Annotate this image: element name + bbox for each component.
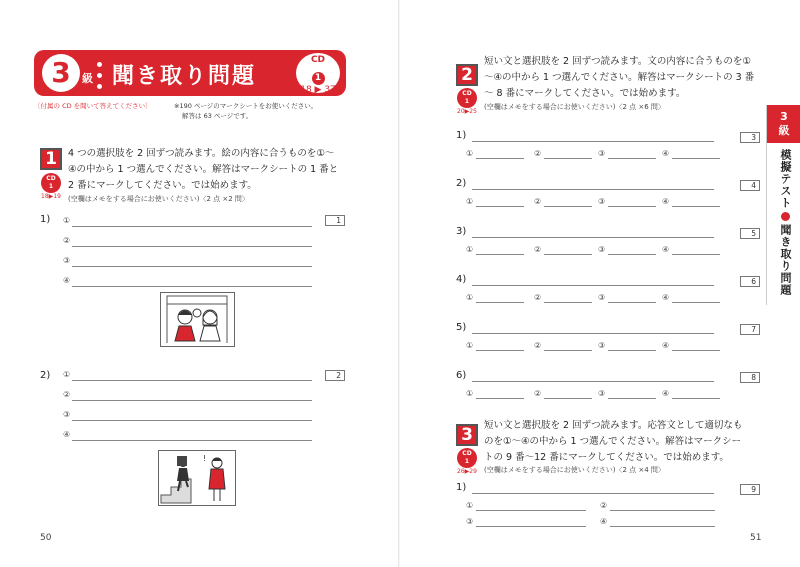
side-tab[interactable] — [766, 105, 800, 305]
answer-line[interactable] — [472, 237, 714, 238]
section-1-instructions: 4 つの選択肢を 2 回ずつ読みます。絵の内容に合うものを①～ ④の中から 1 つ選んでください。解答はマークシートの 1 番と 2 番にマークしてください。では始めます。 — [68, 148, 339, 191]
page-number: 51 — [750, 533, 762, 543]
answer-line[interactable] — [476, 526, 586, 527]
answer-line[interactable] — [476, 510, 586, 511]
answer-line[interactable] — [72, 380, 312, 381]
question-label: 4) — [456, 274, 467, 285]
answer-line[interactable] — [672, 302, 720, 303]
page-title: 聞き取り問題 — [112, 64, 257, 89]
answer-box[interactable]: 1 — [325, 215, 345, 226]
answer-line[interactable] — [472, 493, 714, 494]
page-number: 50 — [40, 533, 52, 543]
grade-suffix: 級 — [82, 72, 93, 85]
answer-line[interactable] — [476, 254, 524, 255]
section-number-1: 1 — [40, 148, 62, 170]
answer-line[interactable] — [610, 510, 715, 511]
answer-line[interactable] — [672, 206, 720, 207]
option-marker: ② — [534, 197, 542, 206]
option-marker: ① — [63, 216, 71, 225]
cd-icon: CD 1 18▶19 — [41, 175, 61, 200]
option-marker: ③ — [598, 197, 606, 206]
section-2-instructions: 短い文と選択肢を 2 回ずつ読みます。文の内容に合うものを① ～④の中から 1 つ選んでください。解答はマークシートの 3 番 ～ 8 番にマークしてください。では始めます。 — [484, 56, 755, 99]
answer-line[interactable] — [544, 158, 592, 159]
section-banner — [34, 50, 346, 96]
answers-page-line: 解答は 63 ページです。 — [182, 112, 253, 120]
option-marker: ④ — [662, 341, 670, 350]
answer-line[interactable] — [610, 526, 715, 527]
option-marker: ② — [600, 501, 608, 510]
answer-line[interactable] — [72, 226, 312, 227]
illustration-stairs-icon — [158, 450, 236, 506]
grade-badge: 3 — [42, 54, 80, 92]
section-3-instructions: 短い文と選択肢を 2 回ずつ読みます。応答文として適切なも のを①～④の中から 1 つ選んでください。解答はマークシー トの 9 番～12 番にマークしてください。では始めます。 — [484, 420, 743, 463]
cd-tracks: 18▶19 — [41, 193, 61, 200]
answer-line[interactable] — [72, 440, 312, 441]
question-label: 1) — [456, 130, 467, 141]
question-label: 2) — [456, 178, 467, 189]
answer-line[interactable] — [476, 158, 524, 159]
section-1-note: (空欄はメモをする場合にお使いください)〈2 点 ×2 問〉 — [68, 195, 249, 203]
answer-box[interactable]: 4 — [740, 180, 760, 191]
mark-sheet-note — [174, 101, 344, 121]
cd-label: CD — [310, 55, 326, 65]
answer-line[interactable] — [672, 398, 720, 399]
answer-line[interactable] — [608, 398, 656, 399]
answer-box[interactable]: 2 — [325, 370, 345, 381]
option-marker: ① — [466, 341, 474, 350]
option-marker: ③ — [598, 245, 606, 254]
section-number-3: 3 — [456, 424, 478, 446]
option-marker: ① — [466, 149, 474, 158]
answer-line[interactable] — [672, 254, 720, 255]
answer-line[interactable] — [544, 350, 592, 351]
answer-line[interactable] — [72, 286, 312, 287]
option-marker: ① — [466, 197, 474, 206]
answer-line[interactable] — [476, 350, 524, 351]
cd-instruction: 〔付属の CD を聞いて答えてください〕 — [34, 102, 152, 110]
answer-line[interactable] — [544, 254, 592, 255]
question-label: 2) — [40, 370, 51, 381]
option-marker: ② — [63, 390, 71, 399]
answer-line[interactable] — [476, 398, 524, 399]
bullet-dot-icon — [781, 212, 790, 221]
cd-icon: CD 1 20▶25 — [457, 90, 477, 115]
cd-icon — [296, 53, 340, 93]
option-marker: ① — [466, 501, 474, 510]
option-marker: ② — [534, 149, 542, 158]
option-marker: ④ — [63, 430, 71, 439]
option-marker: ② — [534, 245, 542, 254]
option-marker: ① — [466, 389, 474, 398]
option-marker: ④ — [662, 197, 670, 206]
answer-box[interactable]: 6 — [740, 276, 760, 287]
answer-line[interactable] — [544, 206, 592, 207]
option-marker: ② — [534, 389, 542, 398]
option-marker: ① — [466, 293, 474, 302]
cd-tracks: 20▶25 — [457, 108, 477, 115]
answer-line[interactable] — [472, 333, 714, 334]
option-marker: ③ — [63, 256, 71, 265]
cd-tracks: 26▶29 — [457, 468, 477, 475]
answer-line[interactable] — [472, 381, 714, 382]
answer-box[interactable]: 5 — [740, 228, 760, 239]
answer-box[interactable]: 7 — [740, 324, 760, 335]
answer-line[interactable] — [72, 246, 312, 247]
option-marker: ③ — [598, 389, 606, 398]
option-marker: ① — [63, 370, 71, 379]
question-label: 3) — [456, 226, 467, 237]
answer-line[interactable] — [476, 206, 524, 207]
option-marker: ④ — [662, 293, 670, 302]
answer-line[interactable] — [72, 400, 312, 401]
answer-line[interactable] — [544, 302, 592, 303]
illustration-people-icon — [160, 292, 235, 347]
answer-line[interactable] — [608, 206, 656, 207]
answer-line[interactable] — [472, 141, 714, 142]
option-marker: ③ — [466, 517, 474, 526]
answer-line[interactable] — [472, 189, 714, 190]
question-label: 1) — [40, 214, 51, 225]
option-marker: ④ — [662, 149, 670, 158]
section-number-2: 2 — [456, 64, 478, 86]
section-2-note: (空欄はメモをする場合にお使いください)〈2 点 ×6 問〉 — [484, 103, 665, 111]
right-page — [400, 0, 800, 567]
side-tab-label: 模擬テスト聞き取り問題 — [779, 149, 792, 296]
answer-line[interactable] — [72, 266, 312, 267]
section-3-note: (空欄はメモをする場合にお使いください)〈2 点 ×4 問〉 — [484, 466, 665, 474]
cd-disc: 1 — [312, 72, 325, 85]
answer-line[interactable] — [472, 285, 714, 286]
question-label: 1) — [456, 482, 467, 493]
cd-icon: CD 1 26▶29 — [457, 450, 477, 475]
option-marker: ④ — [662, 245, 670, 254]
answer-line[interactable] — [608, 254, 656, 255]
option-marker: ② — [534, 293, 542, 302]
banner-dots — [97, 62, 102, 95]
option-marker: ④ — [662, 389, 670, 398]
mark-sheet-line: ※190 ページのマークシートをお使いください。 — [174, 102, 318, 110]
option-marker: ③ — [63, 410, 71, 419]
answer-line[interactable] — [544, 398, 592, 399]
answer-line[interactable] — [672, 158, 720, 159]
answer-box[interactable]: 8 — [740, 372, 760, 383]
option-marker: ② — [534, 341, 542, 350]
answer-line[interactable] — [672, 350, 720, 351]
answer-line[interactable] — [608, 302, 656, 303]
svg-text:!: ! — [203, 454, 207, 463]
option-marker: ④ — [63, 276, 71, 285]
answer-box[interactable]: 3 — [740, 132, 760, 143]
option-marker: ③ — [598, 149, 606, 158]
answer-line[interactable] — [72, 420, 312, 421]
option-marker: ④ — [600, 517, 608, 526]
answer-line[interactable] — [608, 158, 656, 159]
question-label: 5) — [456, 322, 467, 333]
option-marker: ③ — [598, 341, 606, 350]
option-marker: ③ — [598, 293, 606, 302]
side-tab-grade: 3 級 — [767, 105, 800, 143]
question-label: 6) — [456, 370, 467, 381]
answer-line[interactable] — [476, 302, 524, 303]
answer-box[interactable]: 9 — [740, 484, 760, 495]
option-marker: ① — [466, 245, 474, 254]
option-marker: ② — [63, 236, 71, 245]
answer-line[interactable] — [608, 350, 656, 351]
cd-tracks: 18 ▶ 37 — [300, 85, 336, 95]
